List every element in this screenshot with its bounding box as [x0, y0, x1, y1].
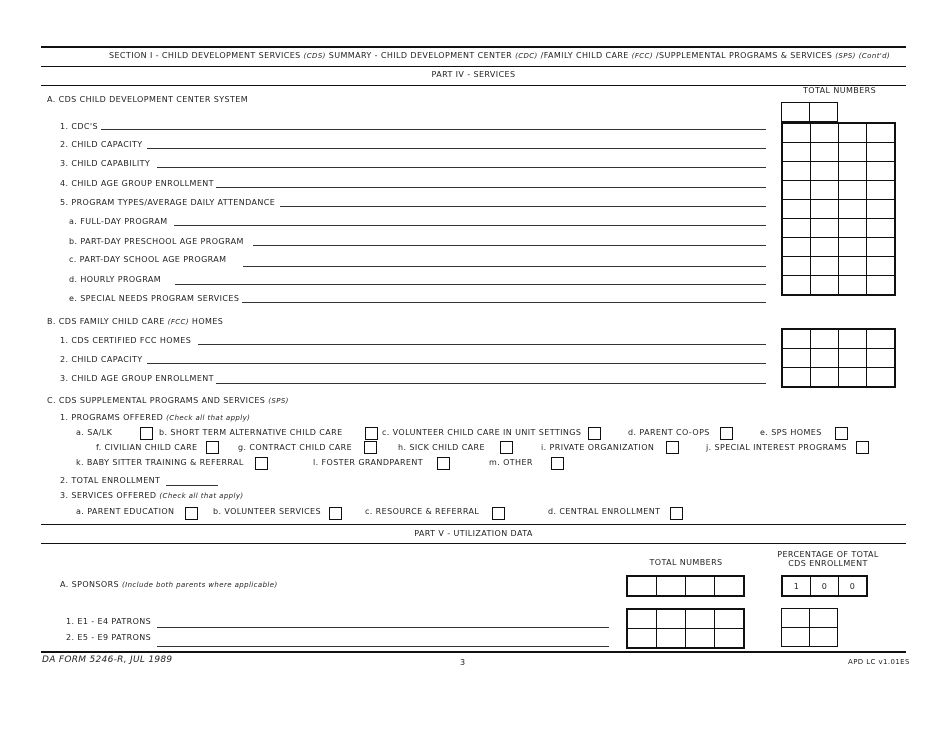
program-checkbox[interactable]	[666, 441, 679, 454]
a-item-label: b. PART-DAY PRESCHOOL AGE PROGRAM	[69, 237, 244, 246]
service-label: d. CENTRAL ENROLLMENT	[548, 507, 661, 516]
section-a-title: A. CDS CHILD DEVELOPMENT CENTER SYSTEM	[47, 95, 249, 104]
program-label: j. SPECIAL INTEREST PROGRAMS	[706, 443, 847, 452]
section-c-title: C. CDS SUPPLEMENTAL PROGRAMS AND SERVICES (SPS)	[47, 396, 289, 405]
a-item-fill[interactable]	[157, 167, 766, 168]
a-item-label: 1. CDC'S	[60, 122, 98, 131]
a-item-fill[interactable]	[253, 245, 766, 246]
services-offered-label: 3. SERVICES OFFERED (Check all that apply)	[60, 491, 244, 500]
section-b-grid[interactable]	[781, 328, 896, 388]
patrons-pct-grid[interactable]	[781, 608, 838, 647]
pct-digit: 1	[782, 576, 811, 596]
rule	[41, 524, 906, 525]
total-enrollment-label: 2. TOTAL ENROLLMENT	[60, 476, 161, 485]
program-label: g. CONTRACT CHILD CARE	[238, 443, 353, 452]
a-item-fill[interactable]	[147, 148, 766, 149]
part-v-title: PART V - UTILIZATION DATA	[414, 529, 533, 538]
section-b-title: B. CDS FAMILY CHILD CARE (FCC) HOMES	[47, 317, 224, 326]
a-item-fill[interactable]	[175, 284, 766, 285]
a-item-label: e. SPECIAL NEEDS PROGRAM SERVICES	[69, 294, 240, 303]
b-item-fill[interactable]	[216, 383, 766, 384]
b-item-label: 1. CDS CERTIFIED FCC HOMES	[60, 336, 192, 345]
b-item-label: 2. CHILD CAPACITY	[60, 355, 143, 364]
a-item-label: a. FULL-DAY PROGRAM	[69, 217, 168, 226]
program-label: i. PRIVATE ORGANIZATION	[541, 443, 655, 452]
part-iv-title: PART IV - SERVICES	[431, 70, 516, 79]
program-label: c. VOLUNTEER CHILD CARE IN UNIT SETTINGS	[382, 428, 582, 437]
a-item-label: d. HOURLY PROGRAM	[69, 275, 162, 284]
service-checkbox[interactable]	[492, 507, 505, 520]
pct-digit: 0	[839, 576, 868, 596]
program-label: d. PARENT CO-OPS	[628, 428, 710, 437]
program-checkbox[interactable]	[835, 427, 848, 440]
pct-label-line2: CDS ENROLLMENT	[788, 559, 868, 568]
b-item-fill[interactable]	[198, 344, 766, 345]
sponsors-pct-grid[interactable]	[781, 575, 868, 597]
top-rule	[41, 46, 906, 48]
sponsors-total-grid[interactable]	[626, 575, 745, 597]
a-item-label: c. PART-DAY SCHOOL AGE PROGRAM	[69, 255, 227, 264]
a-item-fill[interactable]	[174, 225, 766, 226]
patrons-total-grid[interactable]	[626, 608, 745, 649]
program-checkbox[interactable]	[856, 441, 869, 454]
bottom-rule	[41, 651, 906, 653]
program-label: k. BABY SITTER TRAINING & REFERRAL	[76, 458, 244, 467]
program-label: e. SPS HOMES	[760, 428, 822, 437]
rule	[41, 66, 906, 67]
program-label: m. OTHER	[489, 458, 533, 467]
program-checkbox[interactable]	[140, 427, 153, 440]
total-numbers-label: TOTAL NUMBERS	[803, 86, 877, 95]
page-number: 3	[460, 658, 466, 667]
service-label: b. VOLUNTEER SERVICES	[213, 507, 321, 516]
a-item-label: 4. CHILD AGE GROUP ENROLLMENT	[60, 179, 214, 188]
program-checkbox[interactable]	[437, 457, 450, 470]
a-item-label: 3. CHILD CAPABILITY	[60, 159, 151, 168]
section-header: SECTION I - CHILD DEVELOPMENT SERVICES (CDS) SUMMARY - CHILD DEVELOPMENT CENTER (CDC) /FAMILY CHILD CARE (FCC) /SUPPLEMENTAL PROGRAMS & SERVICES (SPS) (Cont'd)	[109, 51, 891, 60]
program-label: f. CIVILIAN CHILD CARE	[96, 443, 198, 452]
service-checkbox[interactable]	[329, 507, 342, 520]
a-item-label: 2. CHILD CAPACITY	[60, 140, 143, 149]
b-item-fill[interactable]	[147, 363, 766, 364]
patron-label: 2. E5 - E9 PATRONS	[66, 633, 152, 642]
cdc-count-grid[interactable]	[781, 102, 838, 122]
a-item-fill[interactable]	[243, 266, 766, 267]
a-item-fill[interactable]	[280, 206, 766, 207]
program-label: l. FOSTER GRANDPARENT	[313, 458, 424, 467]
program-label: a. SA/LK	[76, 428, 113, 437]
programs-offered-label: 1. PROGRAMS OFFERED (Check all that apply)	[60, 413, 251, 422]
service-checkbox[interactable]	[185, 507, 198, 520]
service-label: a. PARENT EDUCATION	[76, 507, 175, 516]
total-enrollment-fill[interactable]	[166, 485, 218, 486]
program-checkbox[interactable]	[206, 441, 219, 454]
a-item-fill[interactable]	[101, 129, 766, 130]
a-item-fill[interactable]	[242, 302, 766, 303]
b-item-label: 3. CHILD AGE GROUP ENROLLMENT	[60, 374, 214, 383]
program-checkbox[interactable]	[588, 427, 601, 440]
pct-digit: 0	[811, 576, 839, 596]
program-checkbox[interactable]	[255, 457, 268, 470]
total-numbers-label: TOTAL NUMBERS	[649, 558, 723, 567]
sponsors-label: A. SPONSORS (Include both parents where applicable)	[60, 580, 278, 589]
program-checkbox[interactable]	[500, 441, 513, 454]
form-number: DA FORM 5246-R, JUL 1989	[42, 655, 173, 665]
a-item-fill[interactable]	[216, 187, 766, 188]
patron-label: 1. E1 - E4 PATRONS	[66, 617, 152, 626]
service-checkbox[interactable]	[670, 507, 683, 520]
rule	[41, 543, 906, 544]
a-item-label: 5. PROGRAM TYPES/AVERAGE DAILY ATTENDANCE	[60, 198, 276, 207]
version-label: APD LC v1.01ES	[848, 658, 910, 666]
service-label: c. RESOURCE & REFERRAL	[365, 507, 480, 516]
program-checkbox[interactable]	[551, 457, 564, 470]
program-label: h. SICK CHILD CARE	[398, 443, 485, 452]
program-label: b. SHORT TERM ALTERNATIVE CHILD CARE	[159, 428, 343, 437]
patron-fill[interactable]	[157, 627, 609, 628]
section-a-grid[interactable]	[781, 122, 896, 296]
program-checkbox[interactable]	[365, 427, 378, 440]
program-checkbox[interactable]	[364, 441, 377, 454]
program-checkbox[interactable]	[720, 427, 733, 440]
rule	[41, 85, 906, 86]
pct-label-line1: PERCENTAGE OF TOTAL	[777, 550, 879, 559]
patron-fill[interactable]	[157, 646, 609, 647]
